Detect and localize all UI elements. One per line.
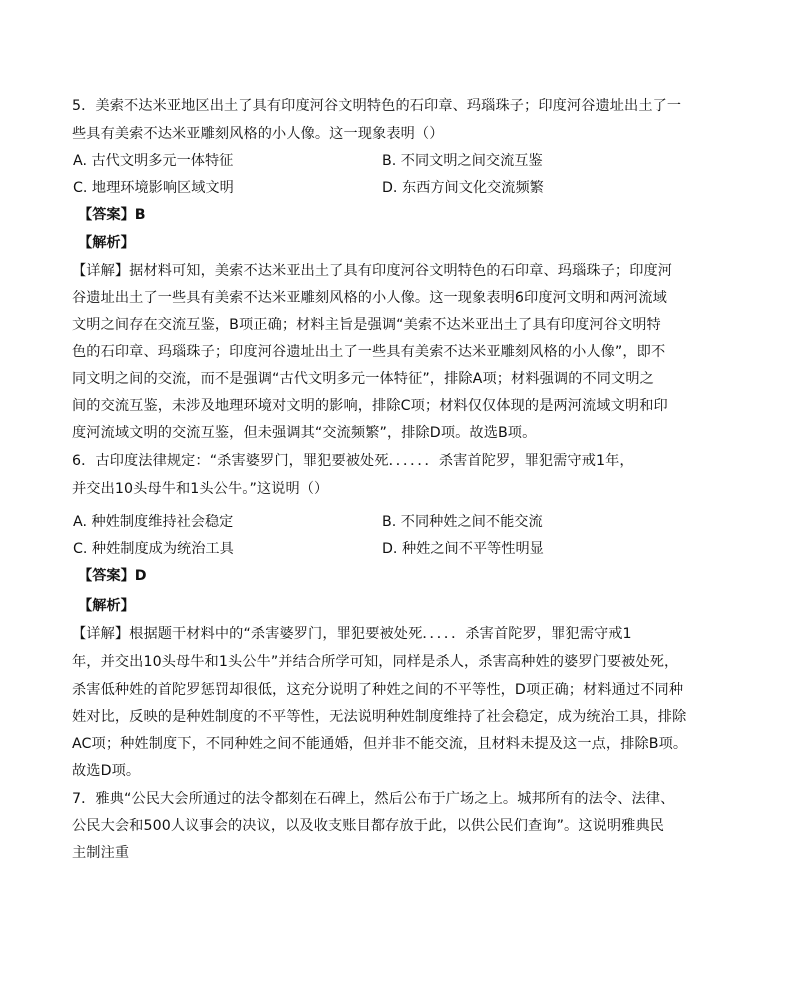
q6-stem-line-2: 并交出10头母牛和1头公牛。”这说明（） — [72, 481, 329, 497]
q6-answer: 【答案】D — [78, 568, 147, 584]
q5-analysis-label: 【解析】 — [78, 235, 135, 251]
q5-detail-line-2: 谷遗址出土了一些具有美索不达米亚雕刻风格的小人像。这一现象表明6印度河文明和两河流域 — [72, 290, 667, 306]
q5-option-d: D. 东西方间文化交流频繁 — [382, 180, 544, 196]
q5-option-c: C. 地理环境影响区域文明 — [73, 180, 234, 196]
q6-detail-line-2: 年，并交出10头母牛和1头公牛”并结合所学可知，同样是杀人，杀害高种姓的婆罗门要被处死， — [72, 654, 679, 670]
q6-option-c: C. 种姓制度成为统治工具 — [73, 541, 234, 557]
q5-detail-line-7: 度河流域文明的交流互鉴，但未强调其“交流频繁”，排除D项。故选B项。 — [72, 425, 537, 441]
q5-detail-line-6: 间的交流互鉴，未涉及地理环境对文明的影响，排除C项；材料仅仅体现的是两河流域文明和印 — [72, 398, 668, 414]
q5-option-a: A. 古代文明多元一体特征 — [73, 153, 234, 169]
q6-option-a: A. 种姓制度维持社会稳定 — [73, 514, 234, 530]
q5-stem-line-2: 些具有美索不达米亚雕刻风格的小人像。这一现象表明（） — [72, 126, 444, 142]
q6-detail-line-5: AC项；种姓制度下，不同种姓之间不能通婚，但并非不能交流，且材料未提及这一点，排除B项。 — [72, 736, 688, 752]
q7-stem-line-3: 主制注重 — [72, 845, 130, 861]
q6-analysis-label: 【解析】 — [78, 598, 135, 614]
q5-detail-line-1: 【详解】据材料可知，美索不达米亚出土了具有印度河谷文明特色的石印章、玛瑙珠子；印度河 — [72, 263, 673, 279]
q6-option-b: B. 不同种姓之间不能交流 — [382, 514, 543, 530]
q5-detail-line-4: 色的石印章、玛瑙珠子；印度河谷遗址出土了一些具有美索不达米亚雕刻风格的小人像”，即不 — [72, 344, 666, 360]
q7-stem-line-1: 7．雅典“公民大会所通过的法令都刻在石碑上，然后公布于广场之上。城邦所有的法令、法律、 — [72, 791, 675, 807]
q6-option-d: D. 种姓之间不平等性明显 — [382, 541, 544, 557]
q6-detail-line-6: 故选D项。 — [72, 763, 141, 779]
q6-detail-line-3: 杀害低种姓的首陀罗惩罚却很低，这充分说明了种姓之间的不平等性，D项正确；材料通过不同种 — [72, 682, 684, 698]
q5-detail-line-5: 同文明之间的交流，而不是强调“古代文明多元一体特征”，排除A项；材料强调的不同文明之 — [72, 371, 654, 387]
q5-option-b: B. 不同文明之间交流互鉴 — [382, 153, 543, 169]
q7-stem-line-2: 公民大会和500人议事会的决议，以及收支账目都存放于此，以供公民们查询”。这说明雅典民 — [72, 818, 665, 834]
q6-stem-line-1: 6．古印度法律规定：“杀害婆罗门，罪犯要被处死．．．．．．杀害首陀罗，罪犯需守戒1年， — [72, 453, 634, 469]
q6-detail-line-4: 姓对比，反映的是种姓制度的不平等性，无法说明种姓制度维持了社会稳定，成为统治工具，排除 — [72, 709, 687, 725]
q5-stem-line-1: 5．美索不达米亚地区出土了具有印度河谷文明特色的石印章、玛瑙珠子；印度河谷遗址出土了一 — [72, 98, 682, 114]
q5-detail-line-3: 文明之间存在交流互鉴，B项正确；材料主旨是强调“美索不达米亚出土了具有印度河谷文明特 — [72, 317, 661, 333]
q6-detail-line-1: 【详解】根据题干材料中的“杀害婆罗门，罪犯要被处死．．．．．杀害首陀罗，罪犯需守戒1 — [72, 626, 632, 642]
q5-answer: 【答案】B — [78, 207, 146, 223]
